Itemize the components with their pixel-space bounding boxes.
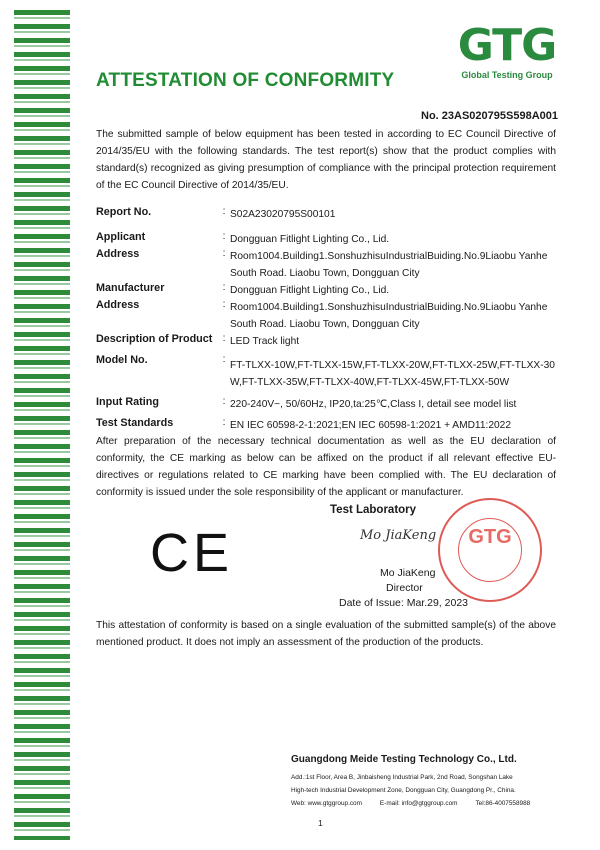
label-input-rating: Input Rating bbox=[96, 396, 159, 408]
value-description: LED Track light bbox=[230, 336, 300, 347]
address-line: Add.:1st Floor, Area B, Jinbaisheng Industrial Park, 2nd Road, Songshan Lake bbox=[291, 774, 513, 781]
colon: : bbox=[222, 396, 226, 407]
value-manufacturer: Dongguan Fitlight Lighting Co., Lid. bbox=[230, 285, 390, 296]
label-address: Address bbox=[96, 299, 140, 311]
field-model bbox=[96, 354, 566, 391]
colon: : bbox=[222, 231, 226, 242]
field-input-rating bbox=[96, 396, 566, 413]
ce-marking-paragraph: After preparation of the necessary technical documentation as well as the EU declaration of conformity, the CE marking as below can be affixed on the product if all relevant effective EU-directives or regulations related to CE marking have been complied with. The EU declaration of conformity is issued under the sole responsibility of the applicant or manufacturer. bbox=[96, 436, 556, 498]
field-report-no bbox=[96, 206, 566, 223]
value-manufacturer-address bbox=[230, 299, 566, 333]
page-title: ATTESTATION OF CONFORMITY bbox=[96, 70, 395, 91]
colon: : bbox=[222, 282, 226, 293]
label-report-no: Report No. bbox=[96, 206, 152, 218]
field-manufacturer bbox=[96, 282, 566, 299]
signer-role: Director bbox=[386, 582, 423, 594]
disclaimer-paragraph: This attestation of conformity is based on a single evaluation of the submitted sample(s) of the above mentioned product. It does not imply an assessment of the production of the products. bbox=[96, 620, 556, 648]
address-line: South Road. Liaobu Town, Dongguan City bbox=[230, 319, 420, 330]
signer-name: Mo JiaKeng bbox=[380, 567, 436, 579]
colon: : bbox=[222, 333, 226, 344]
label-applicant: Applicant bbox=[96, 231, 146, 243]
intro-paragraph: The submitted sample of below equipment has been tested in according to EC Council Directive of 2014/35/EU with the following standards. The test report(s) show that the product complies with standard(s) recognized as giving presumption of compliance with the principal protection requirement of the EC Council Directive of 2014/35/EU. bbox=[96, 129, 556, 191]
label-test-standards: Test Standards bbox=[96, 417, 174, 429]
value-input-rating: 220-240V~, 50/60Hz, IP20,ta:25℃,Class I, detail see model list bbox=[230, 399, 517, 410]
address-line: South Road. Liaobu Town, Dongguan City bbox=[230, 268, 420, 279]
field-applicant-address bbox=[96, 248, 566, 282]
value-applicant-address bbox=[230, 248, 566, 282]
issue-date: Date of Issue: Mar.29, 2023 bbox=[339, 597, 468, 609]
colon: : bbox=[222, 248, 226, 259]
logo-subtitle: Global Testing Group bbox=[461, 70, 553, 80]
label-model: Model No. bbox=[96, 354, 148, 366]
colon: : bbox=[222, 206, 226, 217]
address-line: Room1004.Building1.SonshuzhisuIndustrialBuiding.No.9Liaobu Yanhe bbox=[230, 302, 548, 313]
model-line: W,FT-TLXX-35W,FT-TLXX-40W,FT-TLXX-45W,FT-TLXX-50W bbox=[230, 377, 510, 388]
email: E-mail: info@gtggroup.com bbox=[379, 800, 458, 807]
field-description bbox=[96, 333, 566, 350]
telephone: Tel:86-4007558988 bbox=[475, 800, 531, 807]
logo-mark: GTG bbox=[457, 20, 557, 71]
address-line: High-tech Industrial Development Zone, Dongguan City, Guangdong Pr., China. bbox=[291, 787, 516, 794]
test-laboratory-label: Test Laboratory bbox=[330, 504, 417, 516]
value-report-no: S02A23020795S00101 bbox=[230, 209, 336, 220]
value-model bbox=[230, 354, 566, 391]
colon: : bbox=[222, 299, 226, 310]
document-number: No. 23AS020795S598A001 bbox=[421, 110, 558, 122]
contact-line bbox=[291, 797, 581, 810]
label-address: Address bbox=[96, 248, 140, 260]
product-fields bbox=[96, 206, 566, 434]
company-address bbox=[291, 771, 581, 810]
field-test-standards bbox=[96, 417, 566, 434]
model-line: FT-TLXX-10W,FT-TLXX-15W,FT-TLXX-20W,FT-TLXX-25W,FT-TLXX-30 bbox=[230, 360, 555, 371]
ce-mark: CE bbox=[150, 523, 234, 583]
handwritten-signature: Mo JiaKeng bbox=[360, 528, 437, 543]
value-applicant: Dongguan Fitlight Lighting Co., Lid. bbox=[230, 234, 390, 245]
gtg-logo bbox=[456, 20, 558, 80]
value-test-standards: EN IEC 60598-2-1:2021;EN IEC 60598-1:2021 + AMD11:2022 bbox=[230, 420, 511, 431]
seal-logo: GTG bbox=[468, 526, 512, 548]
field-applicant bbox=[96, 231, 566, 248]
label-description: Description of Product bbox=[96, 333, 213, 345]
address-line: Room1004.Building1.SonshuzhisuIndustrialBuiding.No.9Liaobu Yanhe bbox=[230, 251, 548, 262]
colon: : bbox=[222, 354, 226, 365]
company-seal-stamp bbox=[438, 498, 542, 602]
decorative-stripe-border bbox=[14, 10, 70, 840]
field-manufacturer-address bbox=[96, 299, 566, 333]
company-name: Guangdong Meide Testing Technology Co., Ltd. bbox=[291, 754, 517, 765]
colon: : bbox=[222, 417, 226, 428]
label-manufacturer: Manufacturer bbox=[96, 282, 165, 294]
website: Web: www.gtggroup.com bbox=[291, 800, 362, 807]
page-number: 1 bbox=[318, 818, 323, 828]
